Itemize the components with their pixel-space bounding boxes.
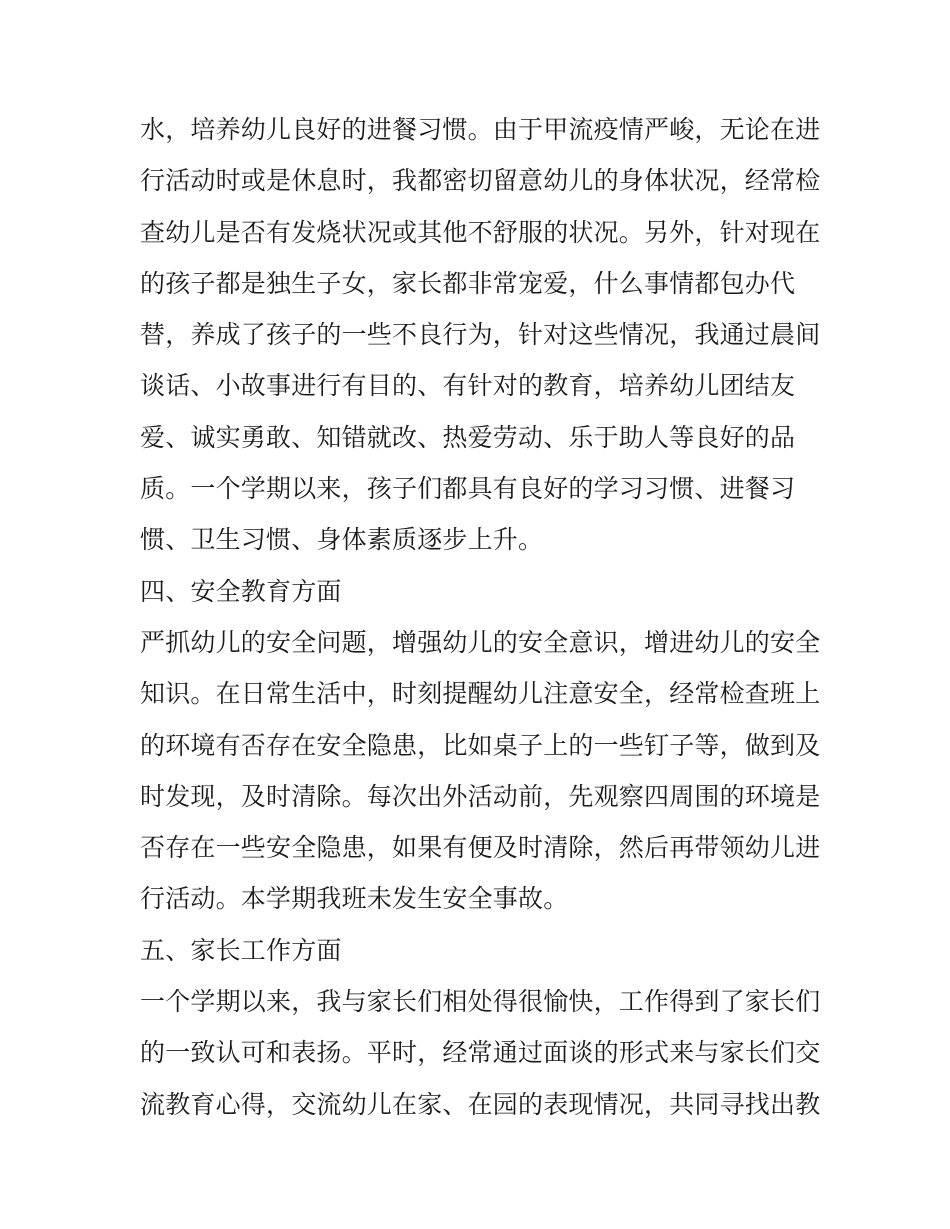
paragraph-line: 的环境有否存在安全隐患，比如桌子上的一些钉子等，做到及 xyxy=(140,730,821,760)
paragraph-line: 否存在一些安全隐患，如果有便及时清除，然后再带领幼儿进 xyxy=(140,833,821,863)
paragraph-line: 惯、卫生习惯、身体素质逐步上升。 xyxy=(140,525,544,555)
document-body xyxy=(140,104,820,1130)
paragraph-line: 流教育心得，交流幼儿在家、在园的表现情况，共同寻找出教 xyxy=(140,1089,821,1119)
paragraph-line: 严抓幼儿的安全问题，增强幼儿的安全意识，增进幼儿的安全 xyxy=(140,627,821,657)
paragraph-line: 水，培养幼儿良好的进餐习惯。由于甲流疫情严峻，无论在进 xyxy=(140,115,821,144)
paragraph-line: 行活动。本学期我班未发生安全事故。 xyxy=(140,884,569,914)
paragraph-line: 爱、诚实勇敢、知错就改、热爱劳动、乐于助人等良好的品 xyxy=(140,422,796,452)
paragraph-line: 的孩子都是独生子女，家长都非常宠爱，什么事情都包办代 xyxy=(140,268,796,298)
paragraph-line: 的一致认可和表扬。平时，经常通过面谈的形式来与家长们交 xyxy=(140,1038,821,1068)
paragraph-line: 查幼儿是否有发烧状况或其他不舒服的状况。另外，针对现在 xyxy=(140,217,821,247)
paragraph-line: 替，养成了孩子的一些不良行为，针对这些情况，我通过晨间 xyxy=(140,320,821,350)
section-heading-parents: 五、家长工作方面 xyxy=(140,935,342,965)
paragraph-line: 时发现，及时清除。每次出外活动前，先观察四周围的环境是 xyxy=(140,781,821,811)
paragraph-line: 一个学期以来，我与家长们相处得很愉快，工作得到了家长们 xyxy=(140,987,821,1017)
paragraph-line: 知识。在日常生活中，时刻提醒幼儿注意安全，经常检查班上 xyxy=(140,679,821,709)
paragraph-line: 行活动时或是休息时，我都密切留意幼儿的身体状况，经常检 xyxy=(140,166,821,196)
paragraph-line: 质。一个学期以来，孩子们都具有良好的学习习惯、进餐习 xyxy=(140,474,796,504)
paragraph-line: 谈话、小故事进行有目的、有针对的教育，培养幼儿团结友 xyxy=(140,371,796,401)
section-heading-safety: 四、安全教育方面 xyxy=(140,576,342,606)
